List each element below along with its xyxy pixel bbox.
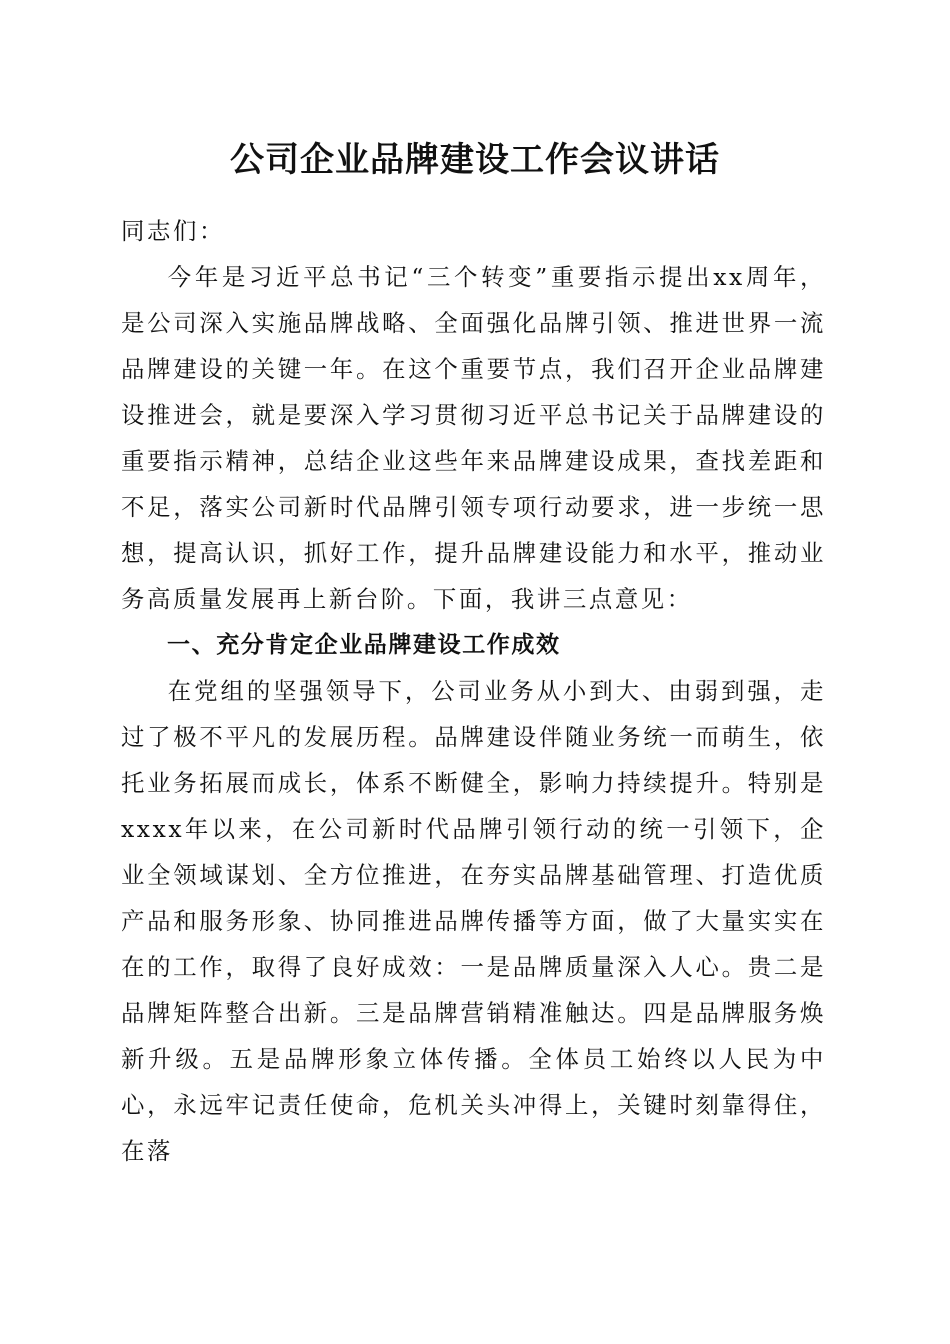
paragraph-intro: 今年是习近平总书记“三个转变”重要指示提出xx周年，是公司深入实施品牌战略、全面强化品牌引领、推进世界一流品牌建设的关键一年。在这个重要节点，我们召开企业品牌建设推进会，就是要深入学习贯彻习近平总书记关于品牌建设的重要指示精神，总结企业这些年来品牌建设成果，查找差距和不足，落实公司新时代品牌引领专项行动要求，进一步统一思想，提高认识，抓好工作，提升品牌建设能力和水平，推动业务高质量发展再上新台阶。下面，我讲三点意见：	[121, 263, 826, 613]
section-heading-1: 一、充分肯定企业品牌建设工作成效	[167, 632, 561, 658]
salutation: 同志们：	[121, 217, 225, 245]
paragraph-section-1: 在党组的坚强领导下，公司业务从小到大、由弱到强，走过了极不平凡的发展历程。品牌建设伴随业务统一而萌生，依托业务拓展而成长，体系不断健全，影响力持续提升。特别是xxxx年以来，在公司新时代品牌引领行动的统一引领下，企业全领域谋划、全方位推进，在夯实品牌基础管理、打造优质产品和服务形象、协同推进品牌传播等方面，做了大量实实在在的工作，取得了良好成效：一是品牌质量深入人心。贵二是品牌矩阵整合出新。三是品牌营销精准触达。四是品牌服务焕新升级。五是品牌形象立体传播。全体员工始终以人民为中心，永远牢记责任使命，危机关头冲得上，关键时刻靠得住，在落	[121, 677, 826, 1165]
document-body	[121, 208, 826, 1174]
document-title: 公司企业品牌建设工作会议讲话	[230, 140, 720, 180]
